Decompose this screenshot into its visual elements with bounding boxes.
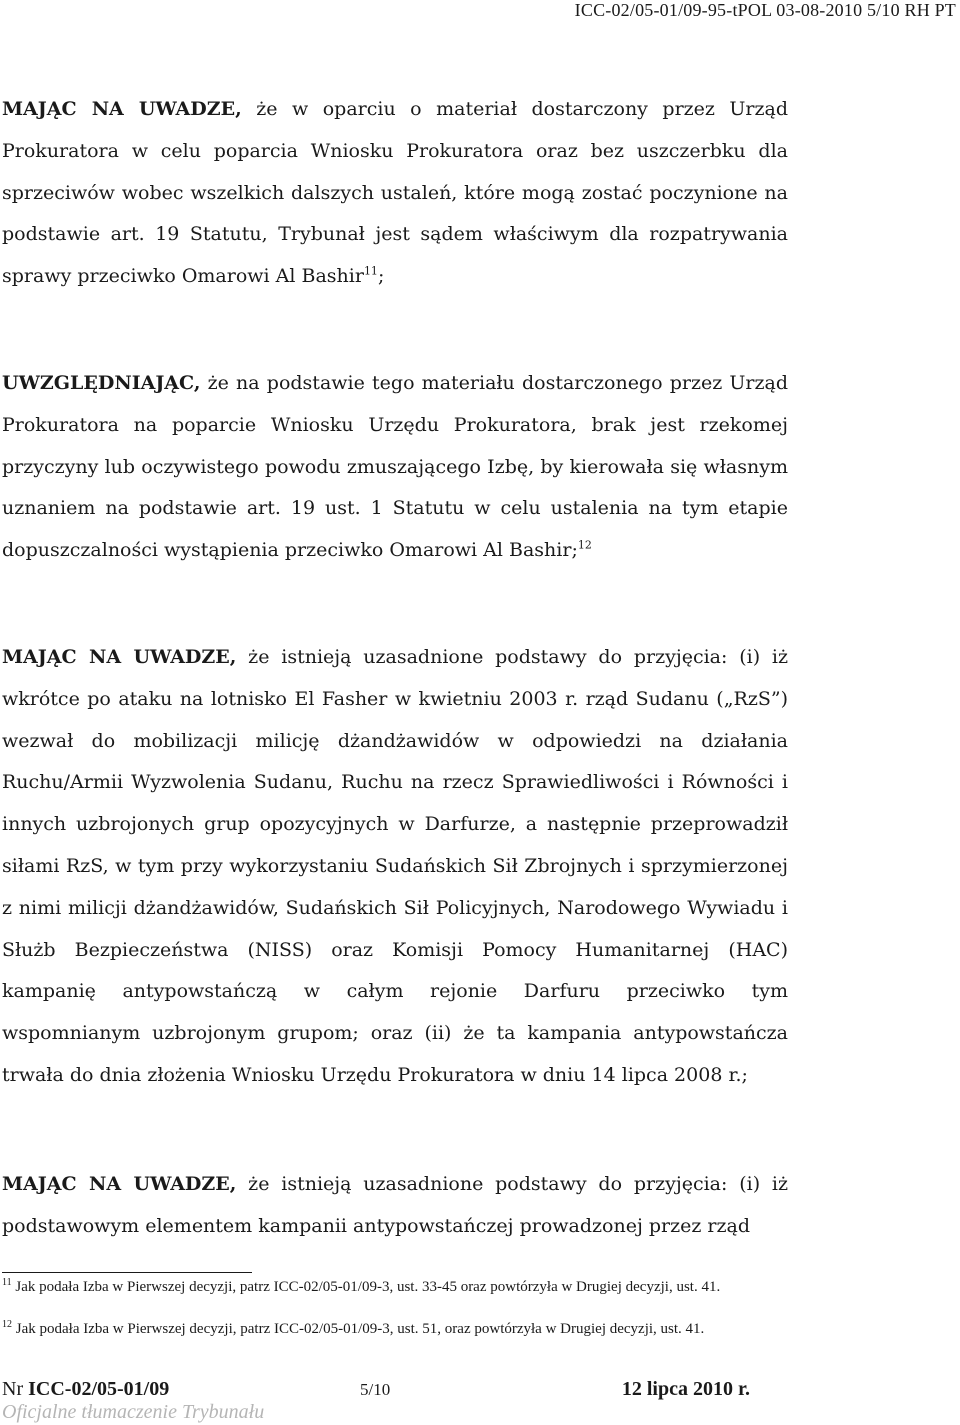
footnote-ref-11[interactable]: 11 <box>363 264 378 278</box>
paragraph-4 <box>2 1164 788 1248</box>
paragraph-4-lead: MAJĄC NA UWADZE, <box>2 1173 237 1195</box>
footnote-11-text: Jak podała Izba w Pierwszej decyzji, patrz ICC-02/05-01/09-3, ust. 33-45 oraz powtórzyła w Drugiej decyzji, ust. 41. <box>15 1279 721 1295</box>
paragraph-1-text-end: ; <box>377 265 385 288</box>
paragraph-1-lead: MAJĄC NA UWADZE, <box>2 98 242 120</box>
footer-date: 12 lipca 2010 r. <box>621 1378 750 1400</box>
footer-case-number <box>2 1378 169 1401</box>
paragraph-3-text: że istnieją uzasadnione podstawy do przyjęcia: (i) iż wkrótce po ataku na lotnisko El Fasher w kwietniu 2003 r. rząd Sudanu („RzS”) wezwał do mobilizacji milicję dżandżawidów w odpowiedzi na działania Ruchu/Armii Wyzwolenia Sudanu, Ruchu na rzecz Sprawiedliwości i Równości i innych uzbrojonych grup opozycyjnych w Darfurze, a następnie przeprowadził siłami RzS, w tym przy wykorzystaniu Sudańskich Sił Zbrojnych i sprzymierzonej z nimi milicji dżandżawidów, Sudańskich Sił Policyjnych, Narodowego Wywiadu i Służb Bezpieczeństwa (NISS) oraz Komisji Pomocy Humanitarnej (HAC) kampanię antypowstańczą w całym rejonie Darfuru przeciwko tym wspomnianym uzbrojonym grupom; oraz (ii) że ta kampania antypowstańcza trwała do dnia złożenia Wniosku Urzędu Prokuratora w dniu 14 lipca 2008 r.; <box>2 646 788 1086</box>
paragraph-2-lead: UWZGLĘDNIAJĄC, <box>2 372 201 394</box>
paragraph-1 <box>2 89 788 298</box>
footnote-12 <box>2 1319 788 1339</box>
footnote-12-number: 12 <box>2 1319 12 1330</box>
paragraph-3 <box>2 637 788 1097</box>
footnote-11-number: 11 <box>2 1277 12 1288</box>
paragraph-3-lead: MAJĄC NA UWADZE, <box>2 646 237 668</box>
footnote-11 <box>2 1277 788 1297</box>
footnote-ref-12[interactable]: 12 <box>577 538 592 552</box>
footnote-12-text: Jak podała Izba w Pierwszej decyzji, patrz ICC-02/05-01/09-3, ust. 51, oraz powtórzyła w Drugiej decyzji, ust. 41. <box>15 1321 705 1337</box>
footer-nr-label: Nr <box>2 1378 29 1400</box>
paragraph-4-text: że istnieją uzasadnione podstawy do przyjęcia: (i) iż podstawowym elementem kampanii antypowstańczej prowadzonej przez rząd <box>2 1173 788 1237</box>
document-header-reference: ICC-02/05-01/09-95-tPOL 03-08-2010 5/10 RH PT <box>574 0 956 20</box>
paragraph-1-text: że w oparciu o materiał dostarczony przez Urząd Prokuratora w celu poparcia Wniosku Prokuratora oraz bez uszczerbku dla sprzeciwów wobec wszelkich dalszych ustaleń, które mogą zostać poczynione na podstawie art. 19 Statutu, Trybunał jest sądem właściwym dla rozpatrywania sprawy przeciwko Omarowi Al Bashir <box>2 98 788 288</box>
footer-page-number: 5/10 <box>360 1380 391 1399</box>
paragraph-2-text: że na podstawie tego materiału dostarczonego przez Urząd Prokuratora na poparcie Wniosku Urzędu Prokuratora, brak jest rzekomej przyczyny lub oczywistego powodu zmuszającego Izbę, by kierowała się własnym uznaniem na podstawie art. 19 ust. 1 Statutu w celu ustalenia na tym etapie dopuszczalności wystąpienia przeciwko Omarowi Al Bashir; <box>2 372 788 562</box>
paragraph-2 <box>2 363 788 572</box>
footer-translation-note: Oficjalne tłumaczenie Trybunału <box>2 1401 265 1423</box>
footnote-separator <box>2 1272 252 1273</box>
footer-nr-number: ICC-02/05-01/09 <box>28 1378 170 1400</box>
